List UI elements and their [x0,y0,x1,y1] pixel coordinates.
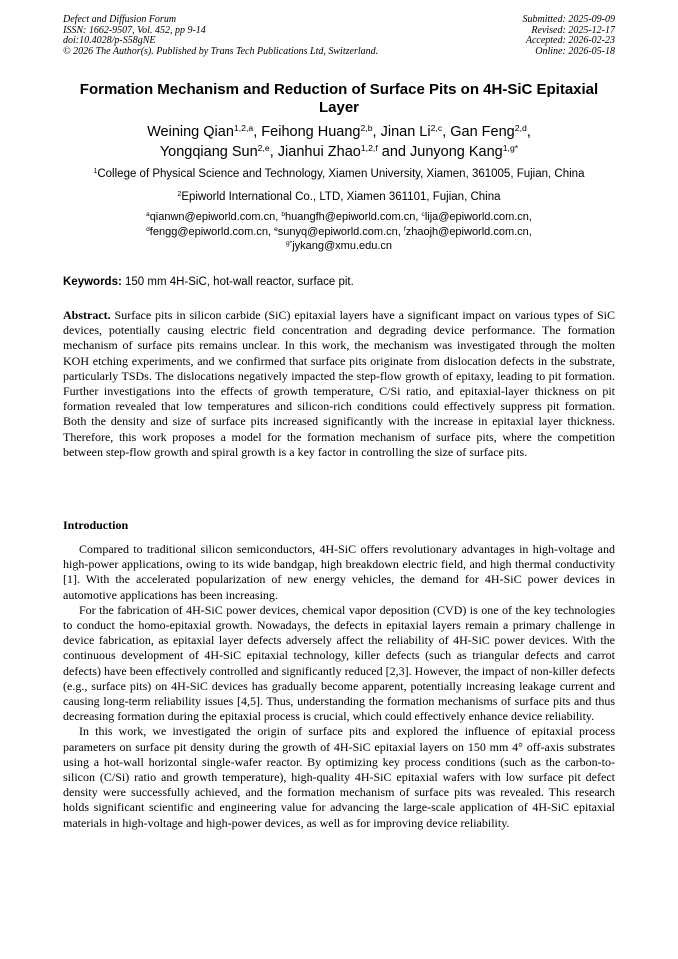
author: Jianhui Zhao$^{1,2,f}$ [277,142,378,160]
revised-date: Revised: 2025-12-17 [531,24,615,36]
abstract-text: Surface pits in silicon carbide (SiC) epitaxial layers have a significant impact on various types of SiC devices, potentially causing electric field concentration and degrading device performance. The formation mechanism of surface pits remains unclear. In this work, the mechanism was investigated through the molten KOH etching experiments, and we confirmed that surface pits originate from dislocation defects in the substrate, particularly TSDs. The dislocations negatively impacted the step-flow growth of epitaxy, leading to pit formation. Further investigations into the effects of growth temperature, C/Si ratio, and epitaxial-layer thickness on pit formation revealed that low temperatures and silicon-rich conditions could effectively suppress pit formation. Both the density and size of surface pits increased significantly with the increase in epitaxial layer thickness. Therefore, this work proposes a model for the formation mechanism of surface pits, where the competition between step-flow growth and spiral growth is a key factor in controlling the size of surface pits. [63,308,616,459]
author-list: Weining Qian$^{1,2,a}$, Feihong Huang$^{2,b}$, Jinan Li$^{2,c}$, Gan Feng$^{2,d}$, Yongqiang Sun$^{2,e}$, Jianhui Zhao$^{1,2,f}$ and Junyong Kang$^{1,g*}$ [147,122,531,160]
email: $^d$fengg@epiworld.com.cn, [146,225,272,238]
email: $^b$huangfh@epiworld.com.cn, [281,211,419,223]
issn-line: ISSN: 1662-9507, Vol. 452, pp 9-14 [63,24,206,36]
keywords [63,275,615,289]
email: $^{g*}$jykang@xmu.edu.cn [285,240,393,252]
doi-line: doi:10.4028/p-S58gNE [63,35,156,47]
email: $^f$zhaojh@epiworld.com.cn, [403,225,532,238]
email: $^a$qianwn@epiworld.com.cn, [146,211,279,223]
dates-header [523,15,616,57]
keywords-text: 150 mm 4H-SiC, hot-wall reactor, surface pit. [125,276,354,288]
section-heading-introduction: Introduction [63,518,129,532]
authors-and: and [381,143,406,160]
author: Gan Feng$^{2,d}$ [450,122,527,140]
author: Yongqiang Sun$^{2,e}$ [159,142,270,160]
copyright-line: © 2026 The Author(s). Published by Trans Tech Publications Ltd, Switzerland. [63,45,379,57]
author: Jinan Li$^{2,c}$ [380,122,443,140]
paragraph: For the fabrication of 4H-SiC power devices, chemical vapor deposition (CVD) is one of the key technologies to conduct the homo-epitaxial growth. Nowadays, the defects in epitaxial layers remain a primary challenge in device fabrication, as epitaxial layer defects adversely affect the reliability of 4H-SiC power devices. With the continuous development of 4H-SiC epitaxial technology, killer defects (such as triangular defects and carrot defects) have been effectively controlled and significantly reduced [2,3]. However, the impact of non-killer defects (e.g., surface pits) on 4H-SiC devices has gradually become apparent, potentially increasing leakage current and causing long-term reliability issues [4,5]. Thus, understanding the formation mechanisms of surface pits and thus decreasing formation during the epitaxial process is crucial, which could effectively enhance device reliability. [63,602,615,724]
introduction-body [63,542,615,831]
paper-title: Formation Mechanism and Reduction of Surface Pits on 4H-SiC Epitaxial Layer [79,81,599,116]
paragraph: Compared to traditional silicon semiconductors, 4H-SiC offers revolutionary advantages in high-voltage and high-power applications, owing to its wide bandgap, high breakdown electric field, and high thermal conductivity [1]. With the accelerated popularization of new energy vehicles, the demand for 4H-SiC power devices in automotive applications has been increasing. [63,542,615,602]
author-emails [63,210,615,254]
keywords-label: Keywords: [63,276,122,288]
journal-name: Defect and Diffusion Forum [63,14,177,25]
online-date: Online: 2026-05-18 [535,45,615,57]
journal-header [63,15,378,57]
accepted-date: Accepted: 2026-02-23 [525,35,615,47]
author: Weining Qian$^{1,2,a}$ [147,122,254,140]
email: $^c$lija@epiworld.com.cn, [421,211,532,223]
affiliation-1: $^1$College of Physical Science and Technology, Xiamen University, Xiamen, 361005, Fujian, China [93,167,585,180]
author: Junyong Kang$^{1,g*}$ [410,142,519,160]
affiliation-2: $^2$Epiworld International Co., LTD, Xiamen 361101, Fujian, China [177,190,501,203]
submitted-date: Submitted: 2025-09-09 [522,14,615,25]
email: $^e$sunyq@epiworld.com.cn, [274,225,401,238]
abstract [63,308,615,460]
author: Feihong Huang$^{2,b}$ [261,122,373,140]
abstract-label: Abstract. [63,308,111,322]
paragraph: In this work, we investigated the origin of surface pits and explored the influence of epitaxial process parameters on surface pit density during the growth of 4H-SiC epitaxial layers on 150 mm 4° off-axis substrates using a hot-wall horizontal single-wafer reactor. By optimizing key process conditions (such as the carbon-to-silicon (C/Si) ratio and growth temperature), high-quality 4H-SiC epitaxial wafers with low surface pit defect density were successfully achieved, and the formation mechanism of surface pits was revealed. This research holds significant scientific and engineering value for advancing the large-scale application of 4H-SiC epitaxial materials in high-voltage and high-power devices, as well as for improving device reliability. [63,724,615,830]
